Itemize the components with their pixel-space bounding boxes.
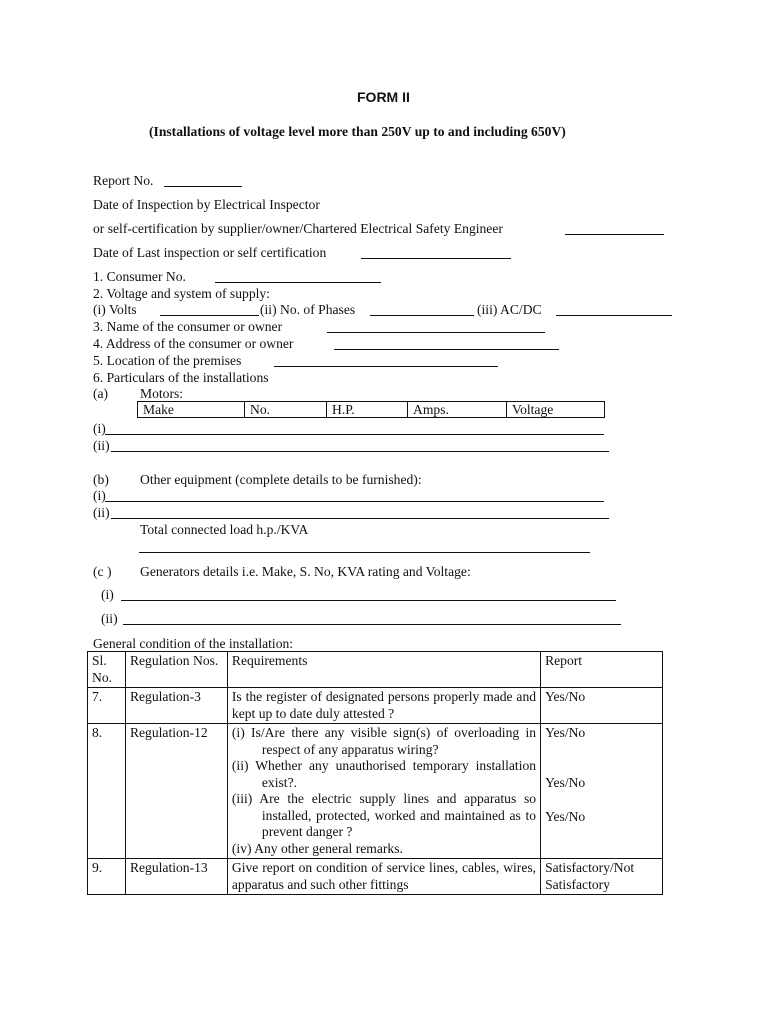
volts-label: (i) Volts	[93, 302, 137, 317]
table-header-row	[88, 652, 663, 688]
row-7-report[interactable]: Yes/No	[541, 688, 663, 724]
generator-row-i-field[interactable]	[121, 600, 616, 601]
table-row	[88, 724, 663, 859]
row-8-regulation	[125, 724, 227, 859]
motor-header-hp: H.P.	[327, 402, 408, 418]
motors-label: Motors:	[140, 386, 184, 401]
generator-row-i-label: (i)	[101, 587, 114, 602]
phases-field[interactable]	[370, 315, 474, 316]
section-c-label: (c )	[93, 564, 112, 579]
motor-row-i-label: (i)	[93, 421, 106, 436]
general-condition-table	[87, 651, 663, 895]
row-8-reports	[541, 724, 663, 859]
row-9-requirement: Give report on condition of service lines, cables, wires, apparatus and such other fittings	[227, 859, 540, 895]
motor-row-i-field[interactable]	[105, 434, 604, 435]
row-8-regulation-text: Regulation-12	[129, 725, 208, 740]
row-8-requirement-3: (iii) Are the electric supply lines and apparatus so installed, protected, worked and maintained as to prevent danger ?	[231, 791, 537, 839]
row-7-sl: 7.	[88, 688, 126, 724]
item-1-label: 1. Consumer No.	[93, 269, 186, 284]
self-cert-label: or self-certification by supplier/owner/Chartered Electrical Safety Engineer	[93, 221, 503, 236]
row-8-report-1[interactable]: Yes/No	[545, 725, 586, 740]
item-5-label: 5. Location of the premises	[93, 353, 242, 368]
header-sl-no: Sl. No.	[88, 652, 126, 688]
generator-row-ii-label: (ii)	[101, 611, 118, 626]
motor-row-ii-label: (ii)	[93, 438, 110, 453]
self-cert-field[interactable]	[565, 234, 664, 235]
header-report: Report	[541, 652, 663, 688]
equipment-row-ii-field[interactable]	[111, 518, 609, 519]
row-8-sl: 8.	[88, 724, 126, 859]
section-a-label: (a)	[93, 386, 109, 401]
row-8-requirement-2: (ii) Whether any unauthorised temporary installation exist?.	[231, 758, 537, 790]
row-8-requirement-1: (i) Is/Are there any visible sign(s) of overloading in respect of any apparatus wiring?	[231, 725, 537, 757]
item-2-label: 2. Voltage and system of supply:	[93, 286, 270, 301]
item-6-label: 6. Particulars of the installations	[93, 370, 269, 385]
other-equipment-label: Other equipment (complete details to be furnished):	[140, 472, 422, 487]
date-last-label: Date of Last inspection or self certification	[93, 245, 327, 260]
total-load-label: Total connected load h.p./KVA	[140, 522, 309, 537]
header-requirements: Requirements	[227, 652, 540, 688]
form-title: FORM II	[357, 89, 410, 105]
row-9-regulation	[125, 859, 227, 895]
table-row	[88, 688, 663, 724]
consumer-name-field[interactable]	[327, 332, 545, 333]
acdc-field[interactable]	[556, 315, 672, 316]
table-row	[88, 859, 663, 895]
motor-header-amps: Amps.	[408, 402, 507, 418]
volts-field[interactable]	[160, 315, 259, 316]
report-no-field[interactable]	[164, 186, 242, 187]
header-regulation: Regulation Nos.	[125, 652, 227, 688]
motor-header-voltage: Voltage	[507, 402, 605, 418]
date-inspection-label: Date of Inspection by Electrical Inspector	[93, 197, 320, 212]
item-3-label: 3. Name of the consumer or owner	[93, 319, 283, 334]
consumer-address-field[interactable]	[334, 349, 559, 350]
motors-table	[137, 401, 605, 418]
phases-label: (ii) No. of Phases	[260, 302, 356, 317]
row-8-report-2[interactable]: Yes/No	[545, 775, 586, 790]
equipment-row-i-label: (i)	[93, 488, 106, 503]
equipment-row-i-field[interactable]	[105, 501, 604, 502]
row-8-requirements	[227, 724, 540, 859]
row-9-regulation-text: Regulation-13	[129, 860, 208, 875]
motor-row-ii-field[interactable]	[111, 451, 609, 452]
premises-location-field[interactable]	[274, 366, 498, 367]
row-7-regulation: Regulation-3	[125, 688, 227, 724]
row-8-report-3[interactable]: Yes/No	[545, 809, 586, 824]
row-8-requirement-4: (iv) Any other general remarks.	[231, 840, 403, 856]
row-9-sl: 9.	[88, 859, 126, 895]
general-condition-label: General condition of the installation:	[93, 636, 294, 651]
row-9-report[interactable]: Satisfactory/Not Satisfactory	[541, 859, 663, 895]
report-no-label: Report No.	[93, 173, 154, 188]
consumer-no-field[interactable]	[215, 282, 381, 283]
generators-label: Generators details i.e. Make, S. No, KVA rating and Voltage:	[140, 564, 471, 579]
form-subtitle: (Installations of voltage level more than 250V up to and including 650V)	[149, 124, 566, 139]
motor-header-no: No.	[245, 402, 327, 418]
item-4-label: 4. Address of the consumer or owner	[93, 336, 294, 351]
generator-row-ii-field[interactable]	[123, 624, 621, 625]
equipment-row-ii-label: (ii)	[93, 505, 110, 520]
acdc-label: (iii) AC/DC	[477, 302, 542, 317]
section-b-label: (b)	[93, 472, 109, 487]
date-last-field[interactable]	[361, 258, 511, 259]
motor-header-make: Make	[138, 402, 245, 418]
total-load-field[interactable]	[139, 552, 590, 553]
row-7-requirement: Is the register of designated persons properly made and kept up to date duly attested ?	[227, 688, 540, 724]
